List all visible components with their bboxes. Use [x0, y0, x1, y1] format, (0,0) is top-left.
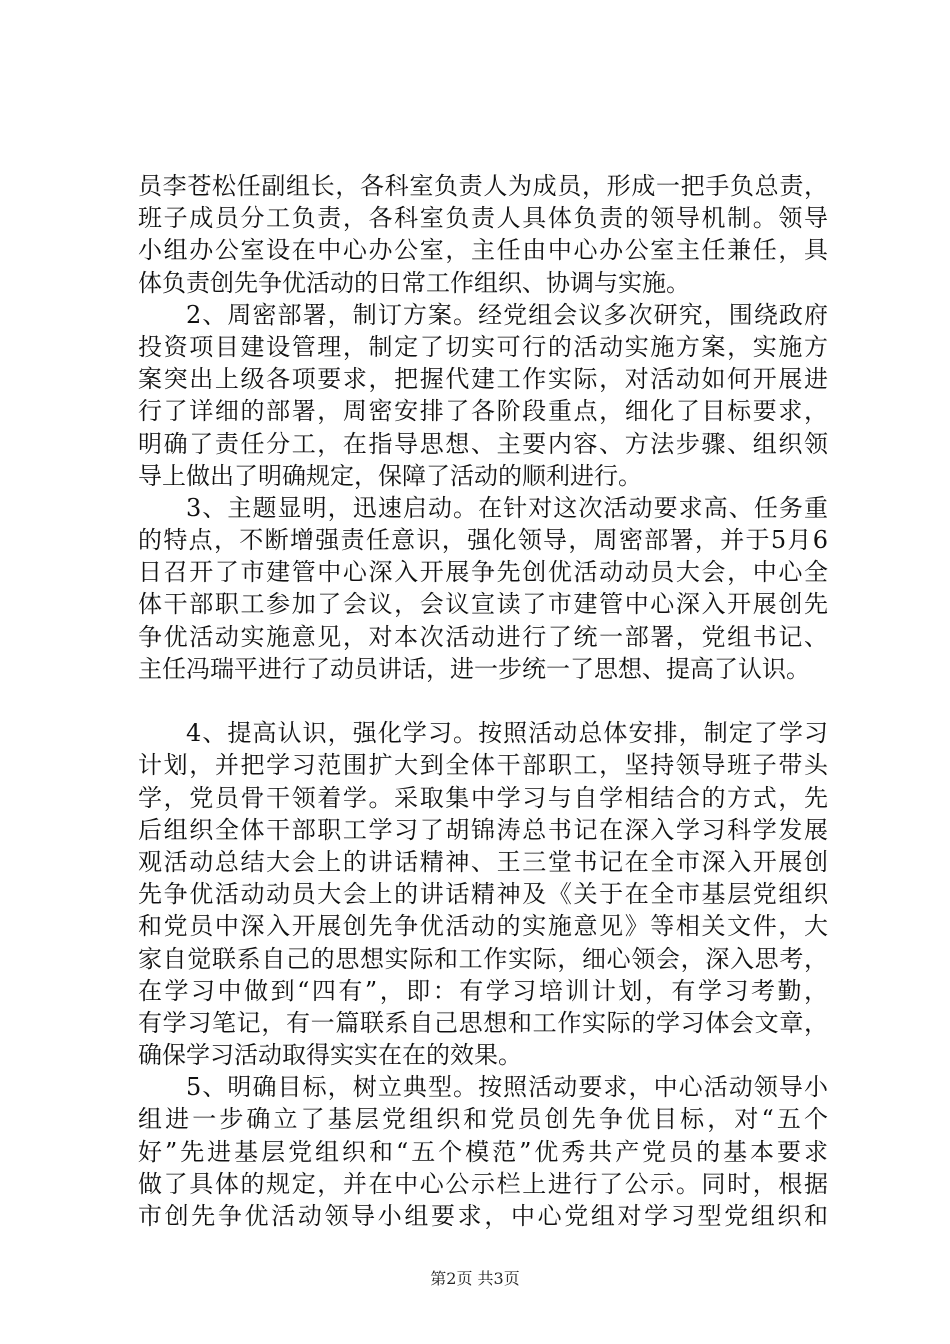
- text-line: 好”先进基层党组织和“五个模范”优秀共产党员的基本要求: [138, 1137, 828, 1166]
- text-line: 导上做出了明确规定，保障了活动的顺利进行。: [138, 461, 642, 490]
- text-line: 家自觉联系自己的思想实际和工作实际，细心领会，深入思考，: [138, 944, 828, 973]
- text-line: 有学习笔记，有一篇联系自己思想和工作实际的学习体会文章，: [138, 1008, 828, 1037]
- text-line: 投资项目建设管理，制定了切实可行的活动实施方案，实施方: [138, 332, 828, 361]
- text-line: 主任冯瑞平进行了动员讲话，进一步统一了思想、提高了认识。: [138, 654, 810, 683]
- text-line: 日召开了市建管中心深入开展争先创优活动动员大会，中心全: [138, 558, 828, 587]
- text-line: 和党员中深入开展创先争优活动的实施意见》等相关文件，大: [138, 912, 828, 941]
- text-line: 小组办公室设在中心办公室，主任由中心办公室主任兼任，具: [138, 236, 828, 265]
- text-line: 班子成员分工负责，各科室负责人具体负责的领导机制。领导: [138, 204, 828, 233]
- text-line: 计划，并把学习范围扩大到全体干部职工，坚持领导班子带头: [138, 751, 828, 780]
- blank-line: [138, 685, 828, 717]
- text-line: 确保学习活动取得实实在在的效果。: [138, 1041, 522, 1070]
- text-line: 的特点，不断增强责任意识，强化领导，周密部署，并于5月6: [138, 526, 828, 555]
- text-line: 5、明确目标，树立典型。按照活动要求，中心活动领导小: [186, 1073, 828, 1102]
- text-line: 在学习中做到“四有”，即：有学习培训计划，有学习考勤，: [138, 976, 828, 1005]
- text-line: 后组织全体干部职工学习了胡锦涛总书记在深入学习科学发展: [138, 815, 828, 844]
- text-line: 学，党员骨干领着学。采取集中学习与自学相结合的方式，先: [138, 783, 828, 812]
- page-footer: 第2页 共3页: [430, 1269, 520, 1288]
- text-line: 2、周密部署，制订方案。经党组会议多次研究，围绕政府: [186, 300, 828, 329]
- text-line: 组进一步确立了基层党组织和党员创先争优目标，对“五个: [138, 1105, 828, 1134]
- text-line: 观活动总结大会上的讲话精神、王三堂书记在全市深入开展创: [138, 847, 828, 876]
- text-line: 4、提高认识，强化学习。按照活动总体安排，制定了学习: [186, 719, 828, 748]
- text-line: 体干部职工参加了会议，会议宣读了市建管中心深入开展创先: [138, 590, 828, 619]
- text-line: 做了具体的规定，并在中心公示栏上进行了公示。同时，根据: [138, 1169, 828, 1198]
- body-text: [138, 170, 828, 1232]
- text-line: 行了详细的部署，周密安排了各阶段重点，细化了目标要求，: [138, 397, 828, 426]
- text-line: 员李苍松任副组长，各科室负责人为成员，形成一把手负总责，: [138, 172, 828, 200]
- text-line: 市创先争优活动领导小组要求，中心党组对学习型党组织和: [138, 1202, 828, 1230]
- text-line: 明确了责任分工，在指导思想、主要内容、方法步骤、组织领: [138, 429, 828, 458]
- text-line: 先争优活动动员大会上的讲话精神及《关于在全市基层党组织: [138, 880, 828, 909]
- text-line: 3、主题显明，迅速启动。在针对这次活动要求高、任务重: [186, 493, 828, 522]
- text-line: 体负责创先争优活动的日常工作组织、协调与实施。: [138, 268, 690, 297]
- text-line: 争优活动实施意见，对本次活动进行了统一部署，党组书记、: [138, 622, 828, 651]
- text-line: 案突出上级各项要求，把握代建工作实际，对活动如何开展进: [138, 365, 828, 394]
